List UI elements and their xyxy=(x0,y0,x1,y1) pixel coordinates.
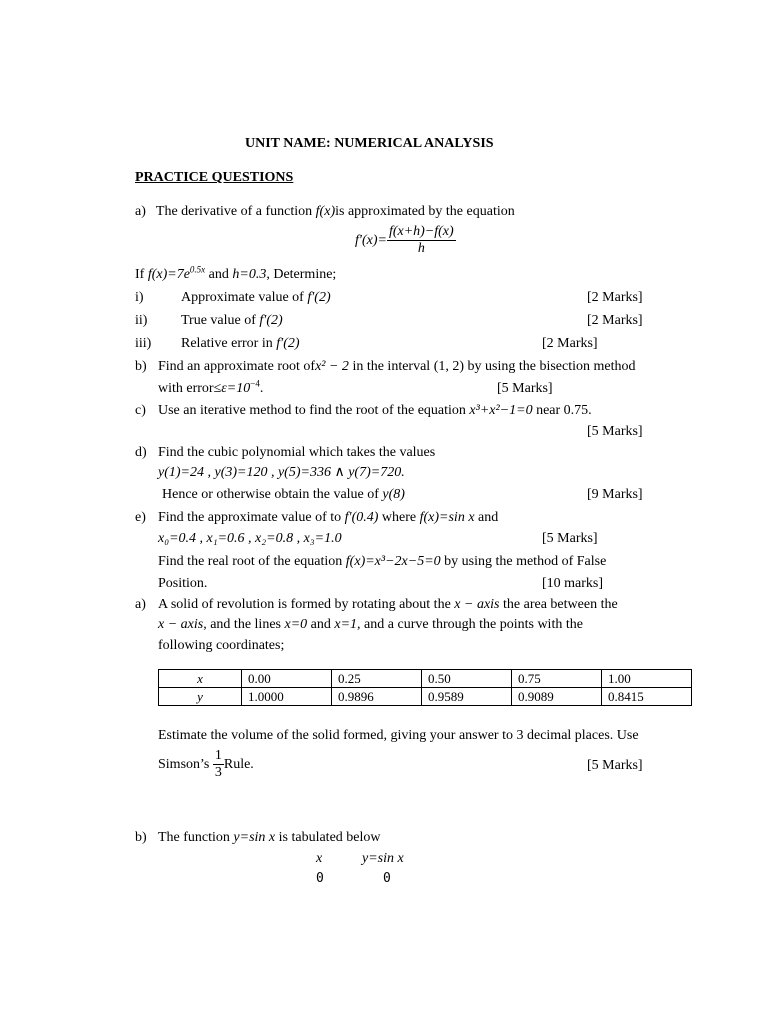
question-label: c) xyxy=(135,403,146,418)
part-text: Approximate value of f′(2) xyxy=(181,290,331,305)
marks: [5 Marks] xyxy=(587,424,643,439)
question-label: b) xyxy=(135,830,147,845)
question-label: a) xyxy=(135,204,146,219)
marks: [2 Marks] xyxy=(587,313,643,328)
coordinates-table xyxy=(158,669,692,706)
tabulation-col-x: x xyxy=(316,851,323,866)
table-cell: 0.00 xyxy=(242,670,332,688)
question-b-line1: Find an approximate root ofx² − 2 in the interval (1, 2) by using the bisection method xyxy=(158,359,636,374)
question-d-line3: Hence or otherwise obtain the value of y(8) xyxy=(162,487,405,502)
table-cell: 0.9896 xyxy=(332,688,422,706)
part-text: Relative error in f′(2) xyxy=(181,336,300,351)
question-b2-text: The function y=sin x is tabulated below xyxy=(158,830,381,845)
marks: [2 Marks] xyxy=(587,290,643,305)
part-label: i) xyxy=(135,290,144,305)
tabulation-col-y: y=sin x xyxy=(362,851,404,866)
marks: [2 Marks] xyxy=(542,336,598,351)
table-cell: 1.00 xyxy=(602,670,692,688)
question-e-line1: Find the approximate value of to f′(0.4) where f(x)=sin x and xyxy=(158,510,499,525)
marks: [9 Marks] xyxy=(587,487,643,502)
question-e-values: x₀=0.4 , x₁=0.6 , x₂=0.8 , x₃=1.0 xyxy=(158,531,342,546)
tabulation-x-value: 0 xyxy=(316,871,324,886)
table-cell: 1.0000 xyxy=(242,688,332,706)
marks: [5 Marks] xyxy=(587,758,643,773)
question-e-line3: Find the real root of the equation f(x)=x³−2x−5=0 by using the method of False xyxy=(158,554,607,569)
table-header-cell: x xyxy=(159,670,242,688)
table-cell: 0.50 xyxy=(422,670,512,688)
question-b-line2: with $error\le\varepsilon=10^{-4}$. xyxy=(158,378,264,396)
question-e-line4: Position. xyxy=(158,576,208,591)
table-row xyxy=(159,688,692,706)
tabulation-y-value: 0 xyxy=(383,871,391,886)
question-label: a) xyxy=(135,597,146,612)
table-cell: 0.8415 xyxy=(602,688,692,706)
marks: [5 Marks] xyxy=(542,531,598,546)
question-c-text: Use an iterative method to find the root of the equation x³+x²−1=0 near 0.75. xyxy=(158,403,592,418)
question-a2-line2: x − axis, and the lines x=0 and x=1, and a curve through the points with the xyxy=(158,617,583,632)
question-a2-line5: Simson’s $\frac{1}{3}$ Rule. xyxy=(158,748,254,781)
question-a2-line3: following coordinates; xyxy=(158,638,285,653)
question-a2-line4: Estimate the volume of the solid formed, giving your answer to 3 decimal places. Use xyxy=(158,728,639,743)
part-label: iii) xyxy=(135,336,152,351)
table-cell: 0.75 xyxy=(512,670,602,688)
page-title: UNIT NAME: NUMERICAL ANALYSIS xyxy=(245,136,494,151)
question-a: a) The derivative of a function f(x)is approximated by the equation xyxy=(135,204,515,219)
question-d-line1: Find the cubic polynomial which takes the values xyxy=(158,445,436,460)
question-label: d) xyxy=(135,445,147,460)
table-cell: 0.9089 xyxy=(512,688,602,706)
question-label: b) xyxy=(135,359,147,374)
question-d-values: y(1)=24 , y(3)=120 , y(5)=336 ∧ y(7)=720. xyxy=(158,465,405,480)
section-heading: PRACTICE QUESTIONS xyxy=(135,170,294,185)
table-header-cell: y xyxy=(159,688,242,706)
derivative-equation: f′(x)= $\frac{f(x+h)-f(x)}{h}$ xyxy=(355,224,454,257)
table-cell: 0.9589 xyxy=(422,688,512,706)
question-label: e) xyxy=(135,510,146,525)
part-text: True value of f′(2) xyxy=(181,313,283,328)
marks: [10 marks] xyxy=(542,576,604,591)
question-a2-line1: A solid of revolution is formed by rotating about the x − axis the area between the xyxy=(158,597,618,612)
given-function: If $f(x)=7e^{0.5x}$ and h=0.3, Determine; xyxy=(135,264,337,282)
table-cell: 0.25 xyxy=(332,670,422,688)
table-row xyxy=(159,670,692,688)
marks: [5 Marks] xyxy=(497,381,553,396)
part-label: ii) xyxy=(135,313,148,328)
